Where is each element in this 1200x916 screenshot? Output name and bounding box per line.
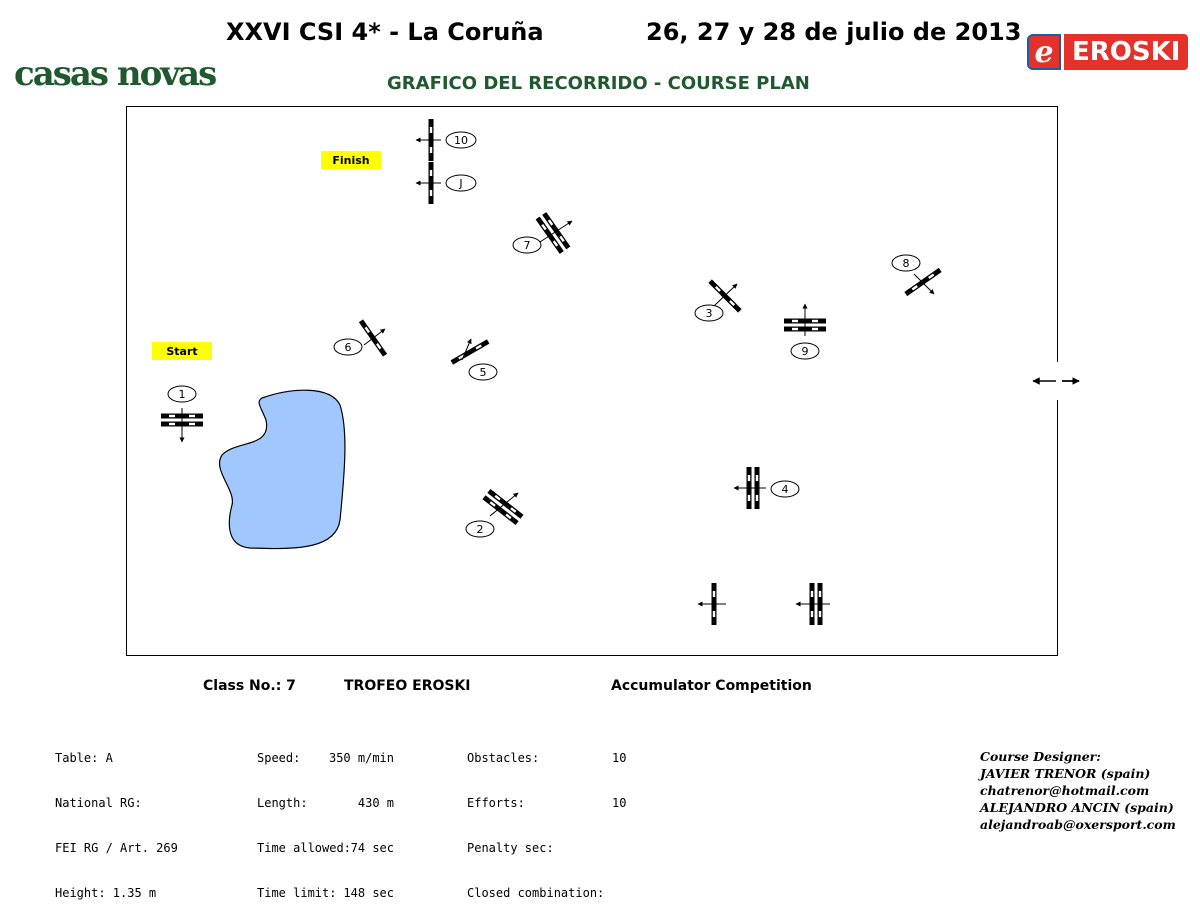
fei-rg: FEI RG / Art. 269 — [55, 841, 178, 855]
eroski-name: EROSKI — [1064, 34, 1188, 70]
table-info: Table: A — [55, 751, 113, 765]
course-designer — [980, 748, 1176, 833]
penalty-label: Penalty sec: — [467, 841, 554, 855]
competition-type: Accumulator Competition — [611, 678, 812, 694]
time-limit-value: 148 sec — [343, 886, 394, 900]
details-col-1 — [55, 721, 178, 916]
fence-joker-label: J — [459, 177, 463, 190]
fence-5-label: 5 — [479, 366, 487, 379]
fence-10-label: 10 — [454, 134, 468, 147]
time-limit-label: Time limit: — [257, 886, 337, 900]
designer-name-1: JAVIER TRENOR (spain) — [980, 766, 1151, 781]
designer-name-2: ALEJANDRO ANCIN (spain) — [980, 800, 1174, 815]
details-col-3-labels — [467, 721, 604, 916]
fence-8 — [904, 268, 941, 296]
fence-2 — [482, 489, 523, 525]
designer-title: Course Designer: — [980, 749, 1101, 764]
fence-2-label: 2 — [476, 523, 484, 536]
designer-email-2: alejandroab@oxersport.com — [980, 817, 1176, 832]
entrance-gate-icon — [1033, 362, 1079, 400]
height-info: Height: 1.35 m — [55, 886, 157, 900]
fence-3-label: 3 — [705, 307, 713, 320]
fence-1-label: 1 — [178, 388, 186, 401]
length-label: Length: — [257, 796, 308, 810]
water-jump — [220, 390, 345, 548]
efforts-label: Efforts: — [467, 796, 525, 810]
fence-5 — [451, 339, 490, 364]
closed-combination-label: Closed combination: — [467, 886, 605, 900]
fence-7-label: 7 — [523, 239, 531, 252]
speed-label: Speed: — [257, 751, 301, 765]
fence-8-label: 8 — [902, 257, 910, 270]
time-allowed-value: 74 sec — [350, 841, 394, 855]
designer-email-1: chatrenor@hotmail.com — [980, 783, 1150, 798]
class-number: Class No.: 7 — [203, 678, 296, 694]
eroski-mark-icon: e — [1027, 34, 1061, 70]
details-col-3-values — [612, 721, 626, 826]
trophy-name: TROFEO EROSKI — [344, 678, 471, 694]
course-plan-title: GRAFICO DEL RECORRIDO - COURSE PLAN — [387, 73, 810, 94]
speed-value: 350 m/min — [328, 751, 394, 765]
efforts-value: 10 — [612, 796, 627, 810]
time-allowed-label: Time allowed: — [257, 841, 351, 855]
finish-label: Finish — [332, 154, 370, 167]
fence-6-label: 6 — [344, 341, 352, 354]
details-col-2-values — [300, 721, 394, 916]
start-label: Start — [166, 345, 198, 358]
obstacles-label: Obstacles: — [467, 751, 540, 765]
length-value: 430 m — [357, 796, 394, 810]
national-rg: National RG: — [55, 796, 142, 810]
fence-9-label: 9 — [801, 345, 809, 358]
fence-4-label: 4 — [781, 483, 789, 496]
event-title: XXVI CSI 4* - La Coruña — [226, 18, 544, 46]
obstacles-value: 10 — [612, 751, 627, 765]
event-dates: 26, 27 y 28 de julio de 2013 — [646, 18, 1022, 46]
casas-novas-logo: casas novas — [14, 54, 216, 94]
